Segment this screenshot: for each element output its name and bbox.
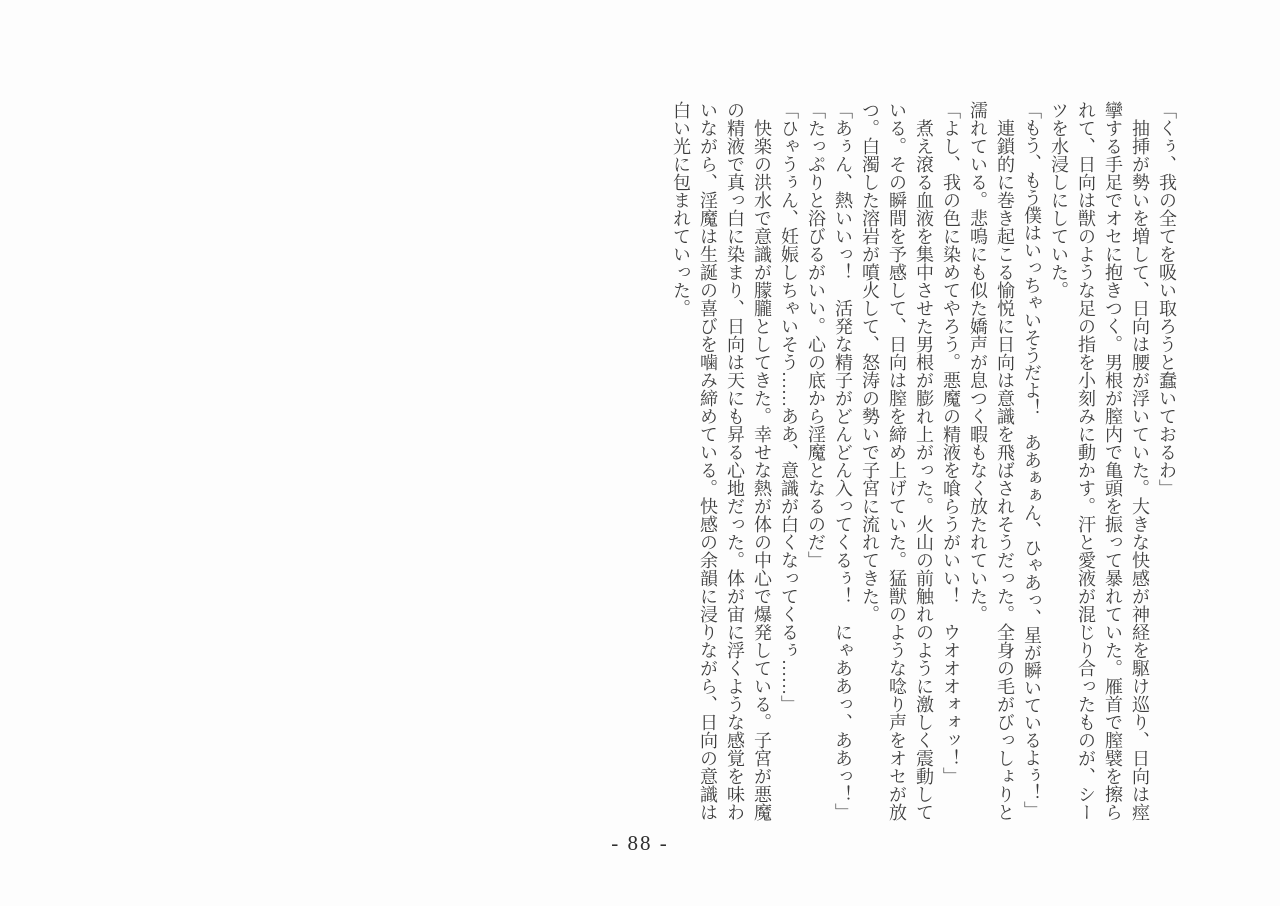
paragraph-narrative: 抽挿が勢いを増して、日向は腰が浮いていた。大きな快感が神経を駆け巡り、日向は痙攣する手足でオセに抱きつく。男根が膣内で亀頭を振って暴れていた。雁首で膣襞を擦られて、日向は獣のような足の指を小刻みに動かす。汗と愛液が混じり合ったものが、シーツを水浸しにしていた。 [1049, 101, 1150, 821]
paragraph-dialog: 「たっぷりと浴びるがいい。心の底から淫魔となるのだ」 [806, 101, 826, 569]
vertical-text-block [667, 101, 1180, 821]
paragraph-dialog: 「よし、我の色に染めてやろう。悪魔の精液を喰らうがいい！ ウオオオォォッ！」 [941, 101, 961, 785]
paragraph-dialog: 「ひゃうぅん、妊娠しちゃいそう……ああ、意識が白くなってくるぅ……」 [779, 101, 799, 713]
paragraph-dialog: 「くぅ、我の全てを吸い取ろうと蠢いておるわ」 [1157, 101, 1177, 497]
paragraph-narrative: 快楽の洪水で意識が朦朧としてきた。幸せな熱が体の中心で爆発している。子宮が悪魔の精液で真っ白に染まり、日向は天にも昇る心地だった。体が宙に浮くような感覚を味わいながら、淫魔は生誕の喜びを噛み締めている。快感の余韻に浸りながら、日向の意識は白い光に包まれていった。 [671, 101, 772, 821]
page-number: - 88 - [611, 831, 669, 855]
paragraph-narrative: 連鎖的に巻き起こる愉悦に日向は意識を飛ばされそうだった。全身の毛がびっしょりと濡れている。悲鳴にも似た嬌声が息つく暇もなく放たれていた。 [968, 101, 1015, 821]
paragraph-dialog: 「もう、もう僕はいっちゃいそうだよ！ ああぁぁん、ひゃあっ、星が瞬いているよぅ！」 [1022, 101, 1042, 819]
paragraph-narrative: 煮え滾る血液を集中させた男根が膨れ上がった。火山の前触れのように激しく震動している。その瞬間を予感して、日向は膣を締め上げていた。猛獣のような唸り声をオセが放つ。白濁した溶岩が噴火して、怒涛の勢いで子宮に流れてきた。 [860, 101, 934, 821]
paragraph-dialog: 「あぅん、熱いいっ！ 活発な精子がどんどん入ってくるぅ！ にゃああっ、ああっ！」 [833, 101, 853, 821]
